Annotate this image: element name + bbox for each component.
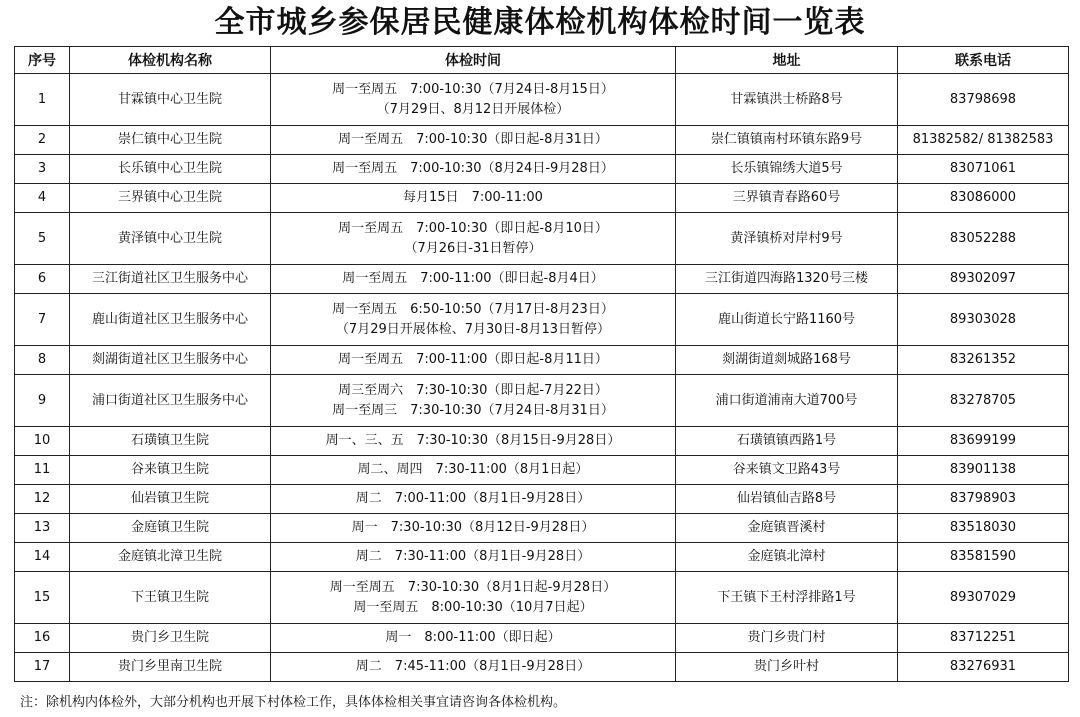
checkup-time-line: 周一至周五 6:50-10:50（7月17日-8月23日） [332,301,614,317]
checkup-time-line: 周一至周三 7:30-10:30（7月24日-8月31日） [332,402,614,418]
institution-name: 石璜镇卫生院 [70,427,271,456]
institution-name: 三江街道社区卫生服务中心 [70,265,271,294]
institution-name: 崇仁镇中心卫生院 [70,126,271,155]
institution-name: 剡湖街道社区卫生服务中心 [70,346,271,375]
checkup-time [271,456,676,485]
row-number: 3 [15,155,70,184]
row-number: 5 [15,213,70,265]
address: 谷来镇文卫路43号 [676,456,898,485]
institution-name: 金庭镇卫生院 [70,514,271,543]
table-header-row [15,47,1069,74]
checkup-time [271,74,676,126]
address: 金庭镇北漳村 [676,543,898,572]
checkup-time-line: 周二 7:00-11:00（8月1日-9月28日） [355,491,591,506]
checkup-time-line: 周一 8:00-11:00（即日起） [385,630,561,645]
institution-name: 鹿山街道社区卫生服务中心 [70,294,271,346]
row-number: 10 [15,427,70,456]
checkup-time [271,485,676,514]
phone-number: 83798698 [898,74,1069,126]
checkup-time [271,213,676,265]
row-number: 8 [15,346,70,375]
table-row [15,456,1069,485]
phone-number: 83086000 [898,184,1069,213]
header-institution-name: 体检机构名称 [70,47,271,74]
checkup-time-line: 周一至周五 8:00-10:30（10月7日起） [353,599,593,615]
table-row [15,485,1069,514]
checkup-time-line: 周三至周六 7:30-10:30（即日起-7月22日） [338,382,608,398]
checkup-time-line: 周一至周五 7:00-10:30（即日起-8月31日） [338,132,608,147]
address: 长乐镇锦绣大道5号 [676,155,898,184]
checkup-time-line: （7月26日-31日暂停） [404,240,542,256]
checkup-time [271,294,676,346]
table-row [15,74,1069,126]
row-number: 17 [15,653,70,682]
phone-number: 83071061 [898,155,1069,184]
table-row [15,572,1069,624]
table-row [15,427,1069,456]
address: 仙岩镇仙吉路8号 [676,485,898,514]
phone-number: 83699199 [898,427,1069,456]
address: 金庭镇晋溪村 [676,514,898,543]
institution-name: 下王镇卫生院 [70,572,271,624]
checkup-time-line: 周一 7:30-10:30（8月12日-9月28日） [351,520,595,535]
table-row [15,624,1069,653]
row-number: 11 [15,456,70,485]
checkup-time-line: 周一至周五 7:00-10:30（8月24日-9月28日） [332,161,614,176]
row-number: 15 [15,572,70,624]
institution-name: 谷来镇卫生院 [70,456,271,485]
table-row [15,265,1069,294]
page-title: 全市城乡参保居民健康体检机构体检时间一览表 [214,5,866,40]
institution-name: 仙岩镇卫生院 [70,485,271,514]
institution-name: 浦口街道社区卫生服务中心 [70,375,271,427]
address: 下王镇下王村浮排路1号 [676,572,898,624]
checkup-time [271,375,676,427]
checkup-time [271,624,676,653]
checkup-time [271,184,676,213]
table-row [15,346,1069,375]
phone-number: 89307029 [898,572,1069,624]
phone-number: 83581590 [898,543,1069,572]
checkup-time-line: 周一至周五 7:00-10:30（即日起-8月10日） [338,220,608,236]
table-row [15,126,1069,155]
row-number: 7 [15,294,70,346]
phone-number: 83901138 [898,456,1069,485]
checkup-time [271,126,676,155]
phone-number: 89303028 [898,294,1069,346]
address: 鹿山街道长宁路1160号 [676,294,898,346]
checkup-time [271,653,676,682]
address: 崇仁镇镇南村环镇东路9号 [676,126,898,155]
phone-number: 83276931 [898,653,1069,682]
checkup-time-line: 周一至周五 7:00-10:30（7月24日-8月15日） [332,81,614,97]
address: 三界镇青春路60号 [676,184,898,213]
address: 浦口街道浦南大道700号 [676,375,898,427]
header-checkup-time: 体检时间 [271,47,676,74]
address: 黄泽镇桥对岸村9号 [676,213,898,265]
address: 石璜镇镇西路1号 [676,427,898,456]
table-row [15,375,1069,427]
checkup-time-line: 周二 7:45-11:00（8月1日-9月28日） [355,659,591,674]
institution-name: 贵门乡里南卫生院 [70,653,271,682]
checkup-time-line: 周二 7:30-11:00（8月1日-9月28日） [355,549,591,564]
row-number: 4 [15,184,70,213]
table-row [15,514,1069,543]
checkup-time-line: 每月15日 7:00-11:00 [403,190,543,205]
table-row [15,653,1069,682]
phone-number: 83278705 [898,375,1069,427]
row-number: 16 [15,624,70,653]
checkup-time-line: 周一至周五 7:00-11:00（即日起-8月4日） [342,271,604,286]
header-address: 地址 [676,47,898,74]
checkup-time [271,155,676,184]
footnote: 注：除机构内体检外，大部分机构也开展下村体检工作，具体体检相关事宜请咨询各体检机构。 [20,695,567,710]
row-number: 9 [15,375,70,427]
row-number: 12 [15,485,70,514]
table-row [15,543,1069,572]
checkup-schedule-table [14,46,1069,682]
checkup-time [271,514,676,543]
row-number: 14 [15,543,70,572]
institution-name: 贵门乡卫生院 [70,624,271,653]
phone-number: 83798903 [898,485,1069,514]
header-phone: 联系电话 [898,47,1069,74]
checkup-time-line: 周一至周五 7:00-11:00（即日起-8月11日） [338,352,608,367]
checkup-time-line: （7月29日、8月12日开展体检） [376,101,570,117]
checkup-time [271,543,676,572]
row-number: 1 [15,74,70,126]
checkup-time [271,572,676,624]
institution-name: 金庭镇北漳卫生院 [70,543,271,572]
institution-name: 三界镇中心卫生院 [70,184,271,213]
institution-name: 甘霖镇中心卫生院 [70,74,271,126]
row-number: 2 [15,126,70,155]
address: 贵门乡叶村 [676,653,898,682]
address: 剡湖街道剡城路168号 [676,346,898,375]
checkup-time-line: 周一至周五 7:30-10:30（8月1日起-9月28日） [329,579,617,595]
phone-number: 81382582/ 81382583 [898,126,1069,155]
table-body [15,74,1069,682]
phone-number: 89302097 [898,265,1069,294]
address: 贵门乡贵门村 [676,624,898,653]
checkup-time [271,427,676,456]
row-number: 13 [15,514,70,543]
address: 甘霖镇洪士桥路8号 [676,74,898,126]
phone-number: 83261352 [898,346,1069,375]
table-row [15,213,1069,265]
address: 三江街道四海路1320号三楼 [676,265,898,294]
header-number: 序号 [15,47,70,74]
checkup-time-line: 周二、周四 7:30-11:00（8月1日起） [357,462,589,477]
checkup-time [271,346,676,375]
checkup-time-line: 周一、三、五 7:30-10:30（8月15日-9月28日） [325,433,621,448]
table-row [15,155,1069,184]
checkup-time-line: （7月29日开展体检、7月30日-8月13日暂停） [335,321,611,337]
phone-number: 83518030 [898,514,1069,543]
institution-name: 长乐镇中心卫生院 [70,155,271,184]
table-row [15,184,1069,213]
checkup-time [271,265,676,294]
row-number: 6 [15,265,70,294]
table-row [15,294,1069,346]
phone-number: 83712251 [898,624,1069,653]
phone-number: 83052288 [898,213,1069,265]
institution-name: 黄泽镇中心卫生院 [70,213,271,265]
